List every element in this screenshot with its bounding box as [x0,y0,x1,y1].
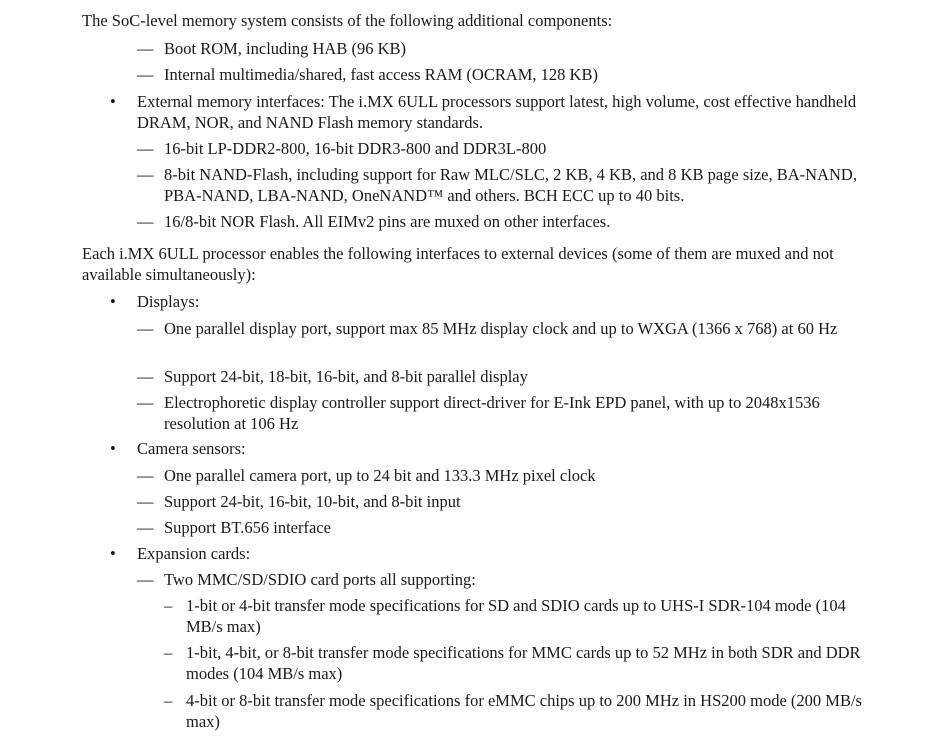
camera-item-text: Support 24-bit, 16-bit, 10-bit, and 8-bit input [164,492,461,511]
camera-bullet [110,438,862,459]
dash-marker: — [137,367,154,386]
displays-item-text: One parallel display port, support max 85 MHz display clock and up to WXGA (1366 x 768) at 60 Hz [164,319,838,338]
dash-marker: — [137,319,154,338]
camera-item [137,491,862,512]
displays-bullet [110,291,862,312]
external-memory-item-text: 16-bit LP-DDR2-800, 16-bit DDR3-800 and DDR3L-800 [164,139,547,158]
displays-item-text: Electrophoretic display controller support direct-driver for E-Ink EPD panel, with up to 2048x1536 resolution at 106 Hz [164,393,820,433]
subdash-marker: – [164,596,173,615]
external-memory-title: External memory interfaces: The i.MX 6ULL processors support latest, high volume, cost effective handheld DRAM, NOR, and NAND Flash memory standards. [137,92,857,132]
dash-marker: — [137,492,154,511]
soc-memory-item-text: Internal multimedia/shared, fast access RAM (OCRAM, 128 KB) [164,65,598,84]
bullet-marker: • [110,439,116,458]
interfaces-intro: Each i.MX 6ULL processor enables the following interfaces to external devices (some of them are muxed and not available simultaneously): [82,244,834,284]
displays-item [137,366,862,387]
dash-marker: — [137,393,154,412]
dash-marker: — [137,139,154,158]
bullet-marker: • [110,292,116,311]
dash-marker: — [137,65,154,84]
soc-memory-item [137,38,862,59]
camera-item [137,517,862,538]
camera-item-text: Support BT.656 interface [164,518,331,537]
displays-title: Displays: [137,292,200,311]
external-memory-item-text: 16/8-bit NOR Flash. All EIMv2 pins are muxed on other interfaces. [164,212,611,231]
bullet-marker: • [110,544,116,563]
displays-item [137,318,862,339]
external-memory-item [137,138,862,159]
dash-marker: — [137,212,154,231]
bullet-marker: • [110,92,116,111]
dash-marker: — [137,570,154,589]
dash-marker: — [137,466,154,485]
soc-memory-item-text: Boot ROM, including HAB (96 KB) [164,39,407,58]
expansion-bullet [110,543,862,564]
expansion-subitem [164,595,862,637]
expansion-ports [137,569,862,590]
camera-item [137,465,862,486]
expansion-subitem [164,642,862,684]
external-memory-item [137,211,862,232]
camera-item-text: One parallel camera port, up to 24 bit and 133.3 MHz pixel clock [164,466,596,485]
expansion-subitem-text: 4-bit or 8-bit transfer mode specifications for eMMC chips up to 200 MHz in HS200 mode (200 MB/s max) [186,691,862,731]
dash-marker: — [137,165,154,184]
expansion-title: Expansion cards: [137,544,251,563]
soc-memory-item [137,64,862,85]
external-memory-item-text: 8-bit NAND-Flash, including support for Raw MLC/SLC, 2 KB, 4 KB, and 8 KB page size, BA-NAND, PBA-NAND, LBA-NAND, OneNAND™ and others. BCH ECC up to 40 bits. [164,165,857,205]
camera-title: Camera sensors: [137,439,246,458]
dash-marker: — [137,518,154,537]
displays-item [137,392,862,434]
subdash-marker: – [164,643,173,662]
expansion-subitem-text: 1-bit, 4-bit, or 8-bit transfer mode specifications for MMC cards up to 52 MHz in both SDR and DDR modes (104 MB/s max) [186,643,861,683]
external-memory-bullet [110,91,862,133]
displays-item-text: Support 24-bit, 18-bit, 16-bit, and 8-bit parallel display [164,367,528,386]
subdash-marker: – [164,691,173,710]
dash-marker: — [137,39,154,58]
external-memory-item [137,164,862,206]
expansion-subitem [164,690,862,732]
soc-memory-intro: The SoC-level memory system consists of the following additional components: [82,11,613,30]
expansion-ports-text: Two MMC/SD/SDIO card ports all supporting: [164,570,476,589]
expansion-subitem-text: 1-bit or 4-bit transfer mode specifications for SD and SDIO cards up to UHS-I SDR-104 mode (104 MB/s max) [186,596,846,636]
